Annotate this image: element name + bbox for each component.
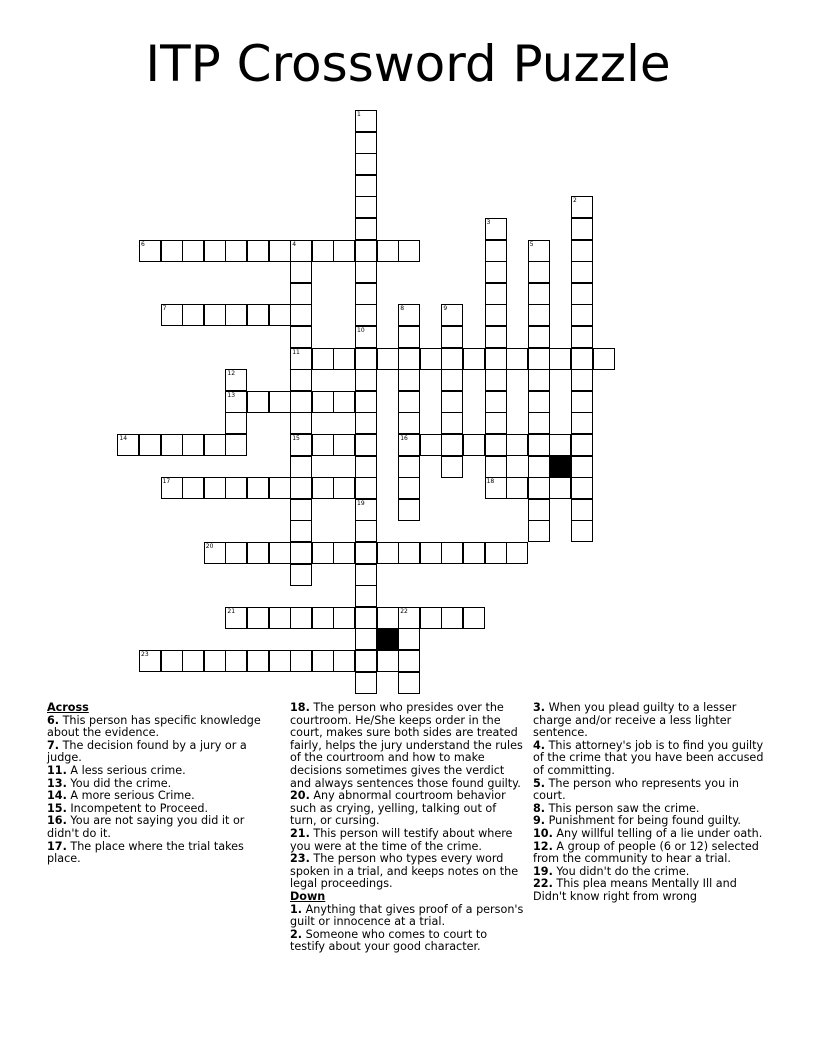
clue-text: A more serious Crime. bbox=[66, 789, 195, 803]
clue-number: 2 bbox=[573, 197, 577, 205]
clue-number: 17 bbox=[162, 478, 171, 486]
grid-cell[interactable] bbox=[290, 240, 312, 262]
clue-number: 23 bbox=[141, 651, 149, 658]
grid-cell[interactable] bbox=[398, 542, 420, 564]
across-heading: Across bbox=[47, 701, 89, 714]
grid-cell[interactable] bbox=[269, 240, 291, 262]
grid-cell[interactable] bbox=[204, 434, 226, 456]
grid-cell[interactable] bbox=[420, 348, 442, 370]
clue-text: Someone who comes to court to testify about your good character. bbox=[290, 927, 488, 954]
grid-cell[interactable] bbox=[247, 607, 269, 629]
across-clue bbox=[47, 740, 269, 765]
grid-cell[interactable] bbox=[225, 607, 247, 629]
clue-text: You didn't do the crime. bbox=[552, 864, 690, 878]
clue-text: The place where the trial takes place. bbox=[47, 839, 244, 866]
grid-cell[interactable] bbox=[528, 520, 550, 542]
clue-number: 16. bbox=[47, 814, 67, 828]
grid-cell[interactable] bbox=[528, 283, 550, 305]
grid-cell[interactable] bbox=[441, 434, 463, 456]
puzzle-title: ITP Crossword Puzzle bbox=[145, 35, 671, 93]
grid-cell[interactable] bbox=[398, 650, 420, 672]
grid-cell[interactable] bbox=[333, 391, 355, 413]
grid-cell[interactable] bbox=[290, 283, 312, 305]
clue-number: 20 bbox=[205, 543, 214, 550]
grid-cell[interactable] bbox=[398, 434, 420, 456]
clue-number: 8. bbox=[533, 801, 546, 815]
clue-number: 7 bbox=[162, 305, 167, 313]
clue-number: 22 bbox=[400, 607, 408, 615]
grid-cell[interactable] bbox=[204, 304, 226, 326]
grid-cell[interactable] bbox=[506, 542, 528, 564]
grid-cell[interactable] bbox=[161, 240, 183, 262]
grid-cell[interactable] bbox=[355, 369, 377, 391]
clue-number: 5. bbox=[533, 776, 546, 790]
grid-cell[interactable] bbox=[355, 283, 377, 305]
grid-cell[interactable] bbox=[420, 607, 442, 629]
clue-number: 4. bbox=[533, 738, 546, 752]
grid-cell[interactable] bbox=[398, 304, 420, 326]
grid-cell[interactable] bbox=[204, 542, 226, 564]
clue-text: The decision found by a jury or a judge. bbox=[47, 738, 247, 765]
down-clue bbox=[533, 841, 765, 866]
grid-cell[interactable] bbox=[463, 434, 485, 456]
down-clue bbox=[533, 740, 765, 778]
black-cell bbox=[549, 456, 571, 478]
grid-cell[interactable] bbox=[398, 628, 420, 650]
grid-cell[interactable] bbox=[571, 520, 593, 542]
clue-text: The person who presides over the courtroom. He/She keeps order in the court, makes sure both sides are treated fairly, helps the jury understand the rules of the courtroom and how to make decisions sometimes gives the verdict and always sentences those found guilty. bbox=[290, 701, 523, 790]
grid-cell[interactable] bbox=[355, 628, 377, 650]
clue-number: 5 bbox=[529, 240, 534, 248]
grid-cell[interactable] bbox=[355, 456, 377, 478]
grid-cell[interactable] bbox=[225, 412, 247, 434]
grid-cell[interactable] bbox=[333, 542, 355, 564]
clue-text: Any abnormal courtroom behavior such as crying, yelling, talking out of turn, or cursing. bbox=[290, 789, 506, 828]
grid-cell[interactable] bbox=[377, 607, 399, 629]
clue-number: 1 bbox=[357, 111, 361, 118]
grid-cell[interactable] bbox=[398, 391, 420, 413]
grid-cell[interactable] bbox=[355, 607, 377, 629]
clue-number: 17. bbox=[47, 839, 67, 853]
clue-number: 6. bbox=[47, 713, 60, 727]
clue-number: 8 bbox=[400, 305, 405, 313]
grid-cell[interactable] bbox=[549, 348, 571, 370]
grid-cell[interactable] bbox=[269, 304, 291, 326]
clue-number: 20. bbox=[290, 789, 310, 803]
clue-number: 12 bbox=[227, 370, 236, 378]
clue-number: 6 bbox=[141, 240, 145, 248]
grid-cell[interactable] bbox=[247, 391, 269, 413]
clue-number: 13 bbox=[227, 391, 236, 399]
grid-cell[interactable] bbox=[441, 391, 463, 413]
clue-text: You did the crime. bbox=[66, 776, 172, 790]
across-clue bbox=[290, 790, 524, 828]
grid-cell[interactable] bbox=[312, 650, 334, 672]
grid-cell[interactable] bbox=[290, 369, 312, 391]
grid-cell[interactable] bbox=[312, 542, 334, 564]
grid-cell[interactable] bbox=[398, 672, 420, 694]
grid-cell[interactable] bbox=[528, 434, 550, 456]
grid-cell[interactable] bbox=[269, 607, 291, 629]
clue-number: 18. bbox=[290, 701, 310, 714]
grid-cell[interactable] bbox=[355, 564, 377, 586]
across-clue bbox=[290, 828, 524, 853]
clue-number: 22. bbox=[533, 877, 553, 891]
grid-cell[interactable] bbox=[398, 499, 420, 521]
grid-cell[interactable] bbox=[312, 240, 334, 262]
clue-text: You are not saying you did it or didn't do it. bbox=[47, 814, 245, 840]
grid-cell[interactable] bbox=[182, 304, 204, 326]
grid-cell[interactable] bbox=[290, 434, 312, 456]
grid-cell[interactable] bbox=[485, 240, 507, 262]
grid-cell[interactable] bbox=[355, 348, 377, 370]
grid-cell[interactable] bbox=[528, 456, 550, 478]
grid-cell[interactable] bbox=[398, 412, 420, 434]
grid-cell[interactable] bbox=[571, 304, 593, 326]
grid-cell[interactable] bbox=[290, 261, 312, 283]
clue-text: A less serious crime. bbox=[66, 763, 186, 777]
grid-cell[interactable] bbox=[225, 650, 247, 672]
grid-cell[interactable] bbox=[312, 607, 334, 629]
grid-cell[interactable] bbox=[225, 240, 247, 262]
grid-cell[interactable] bbox=[571, 499, 593, 521]
clue-number: 18 bbox=[486, 478, 495, 486]
clue-number: 15 bbox=[292, 435, 300, 442]
clue-column-2 bbox=[290, 702, 524, 954]
grid-cell[interactable] bbox=[528, 412, 550, 434]
clue-text: This attorney's job is to find you guilty of the crime that you have been accused of committing. bbox=[533, 738, 764, 777]
grid-cell[interactable] bbox=[571, 326, 593, 348]
grid-cell[interactable] bbox=[355, 585, 377, 607]
grid-cell[interactable] bbox=[269, 391, 291, 413]
grid-cell[interactable] bbox=[290, 564, 312, 586]
grid-cell[interactable] bbox=[333, 477, 355, 499]
grid-cell[interactable] bbox=[355, 110, 377, 132]
grid-cell[interactable] bbox=[161, 304, 183, 326]
grid-cell[interactable] bbox=[247, 240, 269, 262]
grid-cell[interactable] bbox=[571, 434, 593, 456]
grid-cell[interactable] bbox=[247, 477, 269, 499]
grid-cell[interactable] bbox=[528, 304, 550, 326]
grid-cell[interactable] bbox=[441, 607, 463, 629]
grid-cell[interactable] bbox=[398, 240, 420, 262]
grid-cell[interactable] bbox=[290, 477, 312, 499]
clue-number: 3 bbox=[486, 219, 491, 226]
grid-cell[interactable] bbox=[355, 412, 377, 434]
grid-cell[interactable] bbox=[355, 240, 377, 262]
down-clue bbox=[533, 778, 765, 803]
down-clue bbox=[290, 929, 524, 954]
grid-cell[interactable] bbox=[182, 477, 204, 499]
grid-cell[interactable] bbox=[182, 240, 204, 262]
grid-cell[interactable] bbox=[377, 542, 399, 564]
clue-number: 9 bbox=[443, 305, 448, 313]
grid-cell[interactable] bbox=[290, 650, 312, 672]
grid-cell[interactable] bbox=[485, 412, 507, 434]
grid-cell[interactable] bbox=[485, 348, 507, 370]
clue-number: 3. bbox=[533, 701, 546, 714]
grid-cell[interactable] bbox=[528, 348, 550, 370]
grid-cell[interactable] bbox=[571, 240, 593, 262]
clue-text: Any willful telling of a lie under oath. bbox=[552, 826, 763, 840]
clue-number: 10. bbox=[533, 826, 553, 840]
grid-cell[interactable] bbox=[398, 477, 420, 499]
clue-text: This person will testify about where you were at the time of the crime. bbox=[290, 826, 513, 853]
clue-number: 19 bbox=[357, 499, 365, 507]
grid-cell[interactable] bbox=[269, 477, 291, 499]
grid-cell[interactable] bbox=[441, 412, 463, 434]
grid-cell[interactable] bbox=[528, 391, 550, 413]
grid-cell[interactable] bbox=[528, 369, 550, 391]
grid-cell[interactable] bbox=[355, 218, 377, 240]
grid-cell[interactable] bbox=[420, 542, 442, 564]
clue-number: 1. bbox=[290, 902, 303, 916]
grid-cell[interactable] bbox=[485, 456, 507, 478]
grid-cell[interactable] bbox=[571, 391, 593, 413]
grid-cell[interactable] bbox=[463, 348, 485, 370]
grid-cell[interactable] bbox=[549, 434, 571, 456]
grid-cell[interactable] bbox=[312, 477, 334, 499]
grid-cell[interactable] bbox=[420, 434, 442, 456]
grid-cell[interactable] bbox=[355, 650, 377, 672]
grid-cell[interactable] bbox=[312, 348, 334, 370]
grid-cell[interactable] bbox=[312, 434, 334, 456]
grid-cell[interactable] bbox=[290, 456, 312, 478]
grid-cell[interactable] bbox=[290, 607, 312, 629]
down-clue bbox=[290, 904, 524, 929]
grid-cell[interactable] bbox=[290, 520, 312, 542]
grid-cell[interactable] bbox=[398, 348, 420, 370]
grid-cell[interactable] bbox=[528, 326, 550, 348]
grid-cell[interactable] bbox=[441, 326, 463, 348]
clue-number: 11 bbox=[292, 348, 300, 356]
grid-cell[interactable] bbox=[290, 348, 312, 370]
clue-number: 12. bbox=[533, 839, 553, 853]
grid-cell[interactable] bbox=[355, 175, 377, 197]
grid-cell[interactable] bbox=[377, 240, 399, 262]
grid-cell[interactable] bbox=[290, 542, 312, 564]
grid-cell[interactable] bbox=[117, 434, 139, 456]
grid-cell[interactable] bbox=[506, 434, 528, 456]
across-clue bbox=[290, 853, 524, 891]
grid-cell[interactable] bbox=[204, 477, 226, 499]
grid-cell[interactable] bbox=[247, 304, 269, 326]
grid-cell[interactable] bbox=[161, 434, 183, 456]
grid-cell[interactable] bbox=[398, 369, 420, 391]
clue-number: 9. bbox=[533, 814, 546, 828]
down-clue bbox=[533, 702, 765, 740]
grid-cell[interactable] bbox=[571, 283, 593, 305]
grid-cell[interactable] bbox=[549, 477, 571, 499]
grid-cell[interactable] bbox=[528, 240, 550, 262]
grid-cell[interactable] bbox=[355, 434, 377, 456]
across-clue bbox=[47, 841, 269, 866]
grid-cell[interactable] bbox=[312, 391, 334, 413]
clue-number: 2. bbox=[290, 927, 303, 941]
clue-text: The person who represents you in court. bbox=[533, 776, 739, 803]
grid-cell[interactable] bbox=[290, 326, 312, 348]
grid-cell[interactable] bbox=[571, 196, 593, 218]
grid-cell[interactable] bbox=[485, 542, 507, 564]
grid-cell[interactable] bbox=[528, 477, 550, 499]
clue-number: 14. bbox=[47, 789, 67, 803]
grid-cell[interactable] bbox=[485, 304, 507, 326]
grid-cell[interactable] bbox=[398, 607, 420, 629]
across-clue bbox=[290, 702, 524, 790]
clue-number: 14 bbox=[119, 435, 128, 442]
grid-cell[interactable] bbox=[247, 542, 269, 564]
grid-cell[interactable] bbox=[528, 499, 550, 521]
clue-text: This person saw the crime. bbox=[545, 801, 700, 815]
grid-cell[interactable] bbox=[463, 607, 485, 629]
grid-cell[interactable] bbox=[571, 261, 593, 283]
across-clue bbox=[47, 715, 269, 740]
clue-number: 19. bbox=[533, 864, 553, 878]
grid-cell[interactable] bbox=[506, 348, 528, 370]
clue-number: 11. bbox=[47, 763, 67, 777]
grid-cell[interactable] bbox=[355, 153, 377, 175]
grid-cell[interactable] bbox=[441, 542, 463, 564]
clue-text: Anything that gives proof of a person's guilt or innocence at a trial. bbox=[290, 902, 524, 929]
grid-cell[interactable] bbox=[571, 218, 593, 240]
clue-number: 21 bbox=[227, 607, 236, 615]
grid-cell[interactable] bbox=[290, 412, 312, 434]
grid-cell[interactable] bbox=[182, 650, 204, 672]
clue-text: A group of people (6 or 12) selected from the community to hear a trial. bbox=[533, 839, 759, 866]
grid-cell[interactable] bbox=[571, 348, 593, 370]
grid-cell[interactable] bbox=[398, 456, 420, 478]
clue-number: 15. bbox=[47, 801, 67, 815]
grid-cell[interactable] bbox=[225, 542, 247, 564]
grid-cell[interactable] bbox=[225, 391, 247, 413]
down-heading: Down bbox=[290, 889, 326, 903]
down-clue bbox=[533, 878, 765, 903]
grid-cell[interactable] bbox=[204, 240, 226, 262]
grid-cell[interactable] bbox=[355, 672, 377, 694]
grid-cell[interactable] bbox=[441, 456, 463, 478]
grid-cell[interactable] bbox=[485, 434, 507, 456]
grid-cell[interactable] bbox=[225, 477, 247, 499]
grid-cell[interactable] bbox=[571, 369, 593, 391]
grid-cell[interactable] bbox=[225, 369, 247, 391]
grid-cell[interactable] bbox=[506, 477, 528, 499]
black-cell bbox=[377, 628, 399, 650]
clue-number: 13. bbox=[47, 776, 67, 790]
clue-number: 21. bbox=[290, 826, 310, 840]
grid-cell[interactable] bbox=[441, 304, 463, 326]
grid-cell[interactable] bbox=[333, 607, 355, 629]
grid-cell[interactable] bbox=[290, 391, 312, 413]
grid-cell[interactable] bbox=[355, 261, 377, 283]
grid-cell[interactable] bbox=[593, 348, 615, 370]
grid-cell[interactable] bbox=[485, 391, 507, 413]
grid-cell[interactable] bbox=[485, 326, 507, 348]
grid-cell[interactable] bbox=[161, 477, 183, 499]
grid-cell[interactable] bbox=[139, 434, 161, 456]
grid-cell[interactable] bbox=[355, 499, 377, 521]
grid-cell[interactable] bbox=[571, 412, 593, 434]
clue-text: When you plead guilty to a lesser charge and/or receive a less lighter sentence. bbox=[533, 701, 737, 740]
grid-cell[interactable] bbox=[355, 304, 377, 326]
grid-cell[interactable] bbox=[333, 650, 355, 672]
grid-cell[interactable] bbox=[139, 650, 161, 672]
grid-cell[interactable] bbox=[485, 477, 507, 499]
clue-text: The person who types every word spoken in a trial, and keeps notes on the legal proceedings. bbox=[290, 852, 519, 891]
grid-cell[interactable] bbox=[355, 542, 377, 564]
grid-cell[interactable] bbox=[485, 283, 507, 305]
grid-cell[interactable] bbox=[225, 304, 247, 326]
grid-cell[interactable] bbox=[377, 348, 399, 370]
grid-cell[interactable] bbox=[463, 542, 485, 564]
clue-text: Incompetent to Proceed. bbox=[66, 801, 209, 815]
grid-cell[interactable] bbox=[485, 369, 507, 391]
grid-cell[interactable] bbox=[441, 369, 463, 391]
grid-cell[interactable] bbox=[247, 650, 269, 672]
grid-cell[interactable] bbox=[182, 434, 204, 456]
grid-cell[interactable] bbox=[355, 196, 377, 218]
clue-text: Punishment for being found guilty. bbox=[545, 814, 741, 828]
grid-cell[interactable] bbox=[333, 348, 355, 370]
grid-cell[interactable] bbox=[355, 132, 377, 154]
grid-cell[interactable] bbox=[139, 240, 161, 262]
grid-cell[interactable] bbox=[269, 542, 291, 564]
clue-number: 16 bbox=[400, 435, 408, 442]
clue-number: 4 bbox=[292, 240, 297, 248]
clue-number: 10 bbox=[357, 327, 365, 334]
clue-column-3 bbox=[533, 702, 765, 904]
grid-cell[interactable] bbox=[528, 261, 550, 283]
clue-number: 7. bbox=[47, 738, 60, 752]
grid-cell[interactable] bbox=[441, 348, 463, 370]
grid-cell[interactable] bbox=[269, 650, 291, 672]
grid-cell[interactable] bbox=[355, 391, 377, 413]
grid-cell[interactable] bbox=[290, 304, 312, 326]
grid-cell[interactable] bbox=[333, 240, 355, 262]
grid-cell[interactable] bbox=[571, 456, 593, 478]
grid-cell[interactable] bbox=[225, 434, 247, 456]
grid-cell[interactable] bbox=[204, 650, 226, 672]
grid-cell[interactable] bbox=[290, 499, 312, 521]
grid-cell[interactable] bbox=[571, 477, 593, 499]
clue-text: This person has specific knowledge about the evidence. bbox=[47, 713, 261, 740]
grid-cell[interactable] bbox=[485, 261, 507, 283]
grid-cell[interactable] bbox=[377, 650, 399, 672]
grid-cell[interactable] bbox=[355, 520, 377, 542]
grid-cell[interactable] bbox=[485, 218, 507, 240]
grid-cell[interactable] bbox=[398, 326, 420, 348]
grid-cell[interactable] bbox=[355, 326, 377, 348]
grid-cell[interactable] bbox=[333, 434, 355, 456]
grid-cell[interactable] bbox=[355, 477, 377, 499]
across-clue bbox=[47, 815, 269, 840]
clue-text: This plea means Mentally Ill and Didn't know right from wrong bbox=[533, 877, 737, 903]
clue-column-1 bbox=[47, 702, 269, 866]
grid-cell[interactable] bbox=[161, 650, 183, 672]
clue-number: 23. bbox=[290, 852, 310, 866]
